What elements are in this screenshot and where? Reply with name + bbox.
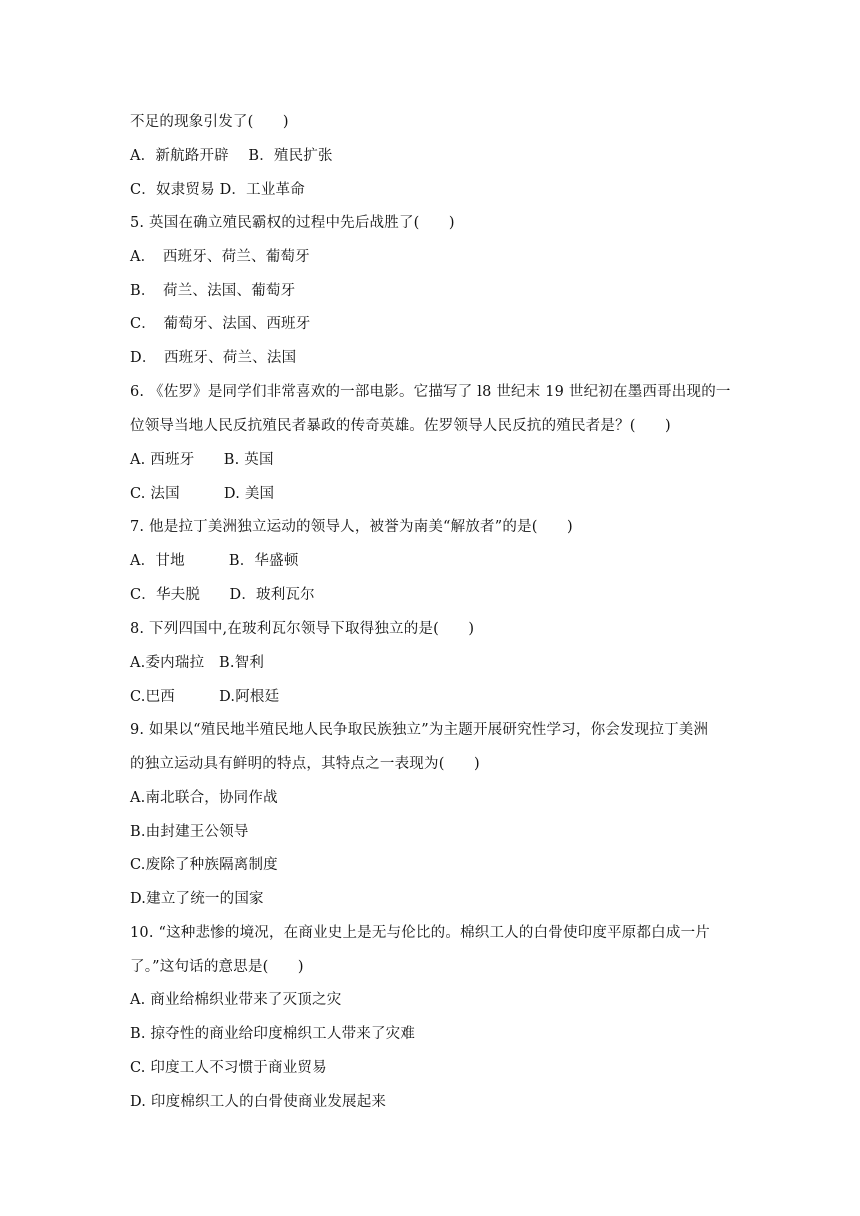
question-10-option-c: C. 印度工人不习惯于商业贸易: [130, 1060, 327, 1076]
question-6-options-ab: A. 西班牙 B. 英国: [130, 452, 274, 468]
question-9-option-d: D.建立了统一的国家: [130, 891, 264, 907]
question-8-stem: 8. 下列四国中,在玻利瓦尔领导下取得独立的是( ): [130, 621, 475, 637]
question-7-options-cd: C．华夫脱 D．玻利瓦尔: [130, 587, 315, 603]
question-5-stem: 5. 英国在确立殖民霸权的过程中先后战胜了( ): [130, 215, 455, 231]
question-6-stem-line-2: 位领导当地人民反抗殖民者暴政的传奇英雄。佐罗领导人民反抗的殖民者是？( ): [130, 418, 671, 434]
question-5-option-d: D． 西班牙、荷兰、法国: [130, 350, 297, 366]
question-7-options-ab: A．甘地 B．华盛顿: [130, 553, 299, 569]
question-9-option-b: B.由封建王公领导: [130, 824, 249, 840]
question-9-stem-line-2: 的独立运动具有鲜明的特点，其特点之一表现为( ): [130, 756, 480, 772]
question-4-options-ab: A．新航路开辟 B．殖民扩张: [130, 148, 333, 164]
question-10-stem-line-1: 10. “这种悲惨的境况，在商业史上是无与伦比的。棉织工人的白骨使印度平原都白成一片: [130, 925, 710, 941]
question-10-option-b: B. 掠夺性的商业给印度棉织工人带来了灾难: [130, 1026, 416, 1042]
question-5-option-c: C． 葡萄牙、法国、西班牙: [130, 316, 311, 332]
question-10-option-a: A. 商业给棉织业带来了灭顶之灾: [130, 992, 342, 1008]
question-8-options-cd: C.巴西 D.阿根廷: [130, 689, 280, 705]
question-10-stem-line-2: 了。”这句话的意思是( ): [130, 959, 304, 975]
question-9-stem-line-1: 9. 如果以“殖民地半殖民地人民争取民族独立”为主题开展研究性学习，你会发现拉丁美洲: [130, 722, 709, 738]
question-6-stem-line-1: 6. 《佐罗》是同学们非常喜欢的一部电影。它描写了 l8 世纪末 19 世纪初在墨西哥出现的一: [130, 384, 731, 400]
question-4-stem-end: 不足的现象引发了( ): [130, 114, 289, 130]
question-6-options-cd: C. 法国 D. 美国: [130, 486, 275, 502]
question-4-options-cd: C．奴隶贸易 D．工业革命: [130, 182, 305, 198]
question-7-stem: 7. 他是拉丁美洲独立运动的领导人，被誉为南美“解放者”的是( ): [130, 519, 573, 535]
question-10-option-d: D. 印度棉织工人的白骨使商业发展起来: [130, 1094, 387, 1110]
question-8-options-ab: A.委内瑞拉 B.智利: [130, 655, 265, 671]
question-5-option-b: B． 荷兰、法国、葡萄牙: [130, 283, 296, 299]
question-5-option-a: A． 西班牙、荷兰、葡萄牙: [130, 249, 310, 265]
question-9-option-c: C.废除了种族隔离制度: [130, 857, 278, 873]
question-9-option-a: A.南北联合，协同作战: [130, 790, 278, 806]
